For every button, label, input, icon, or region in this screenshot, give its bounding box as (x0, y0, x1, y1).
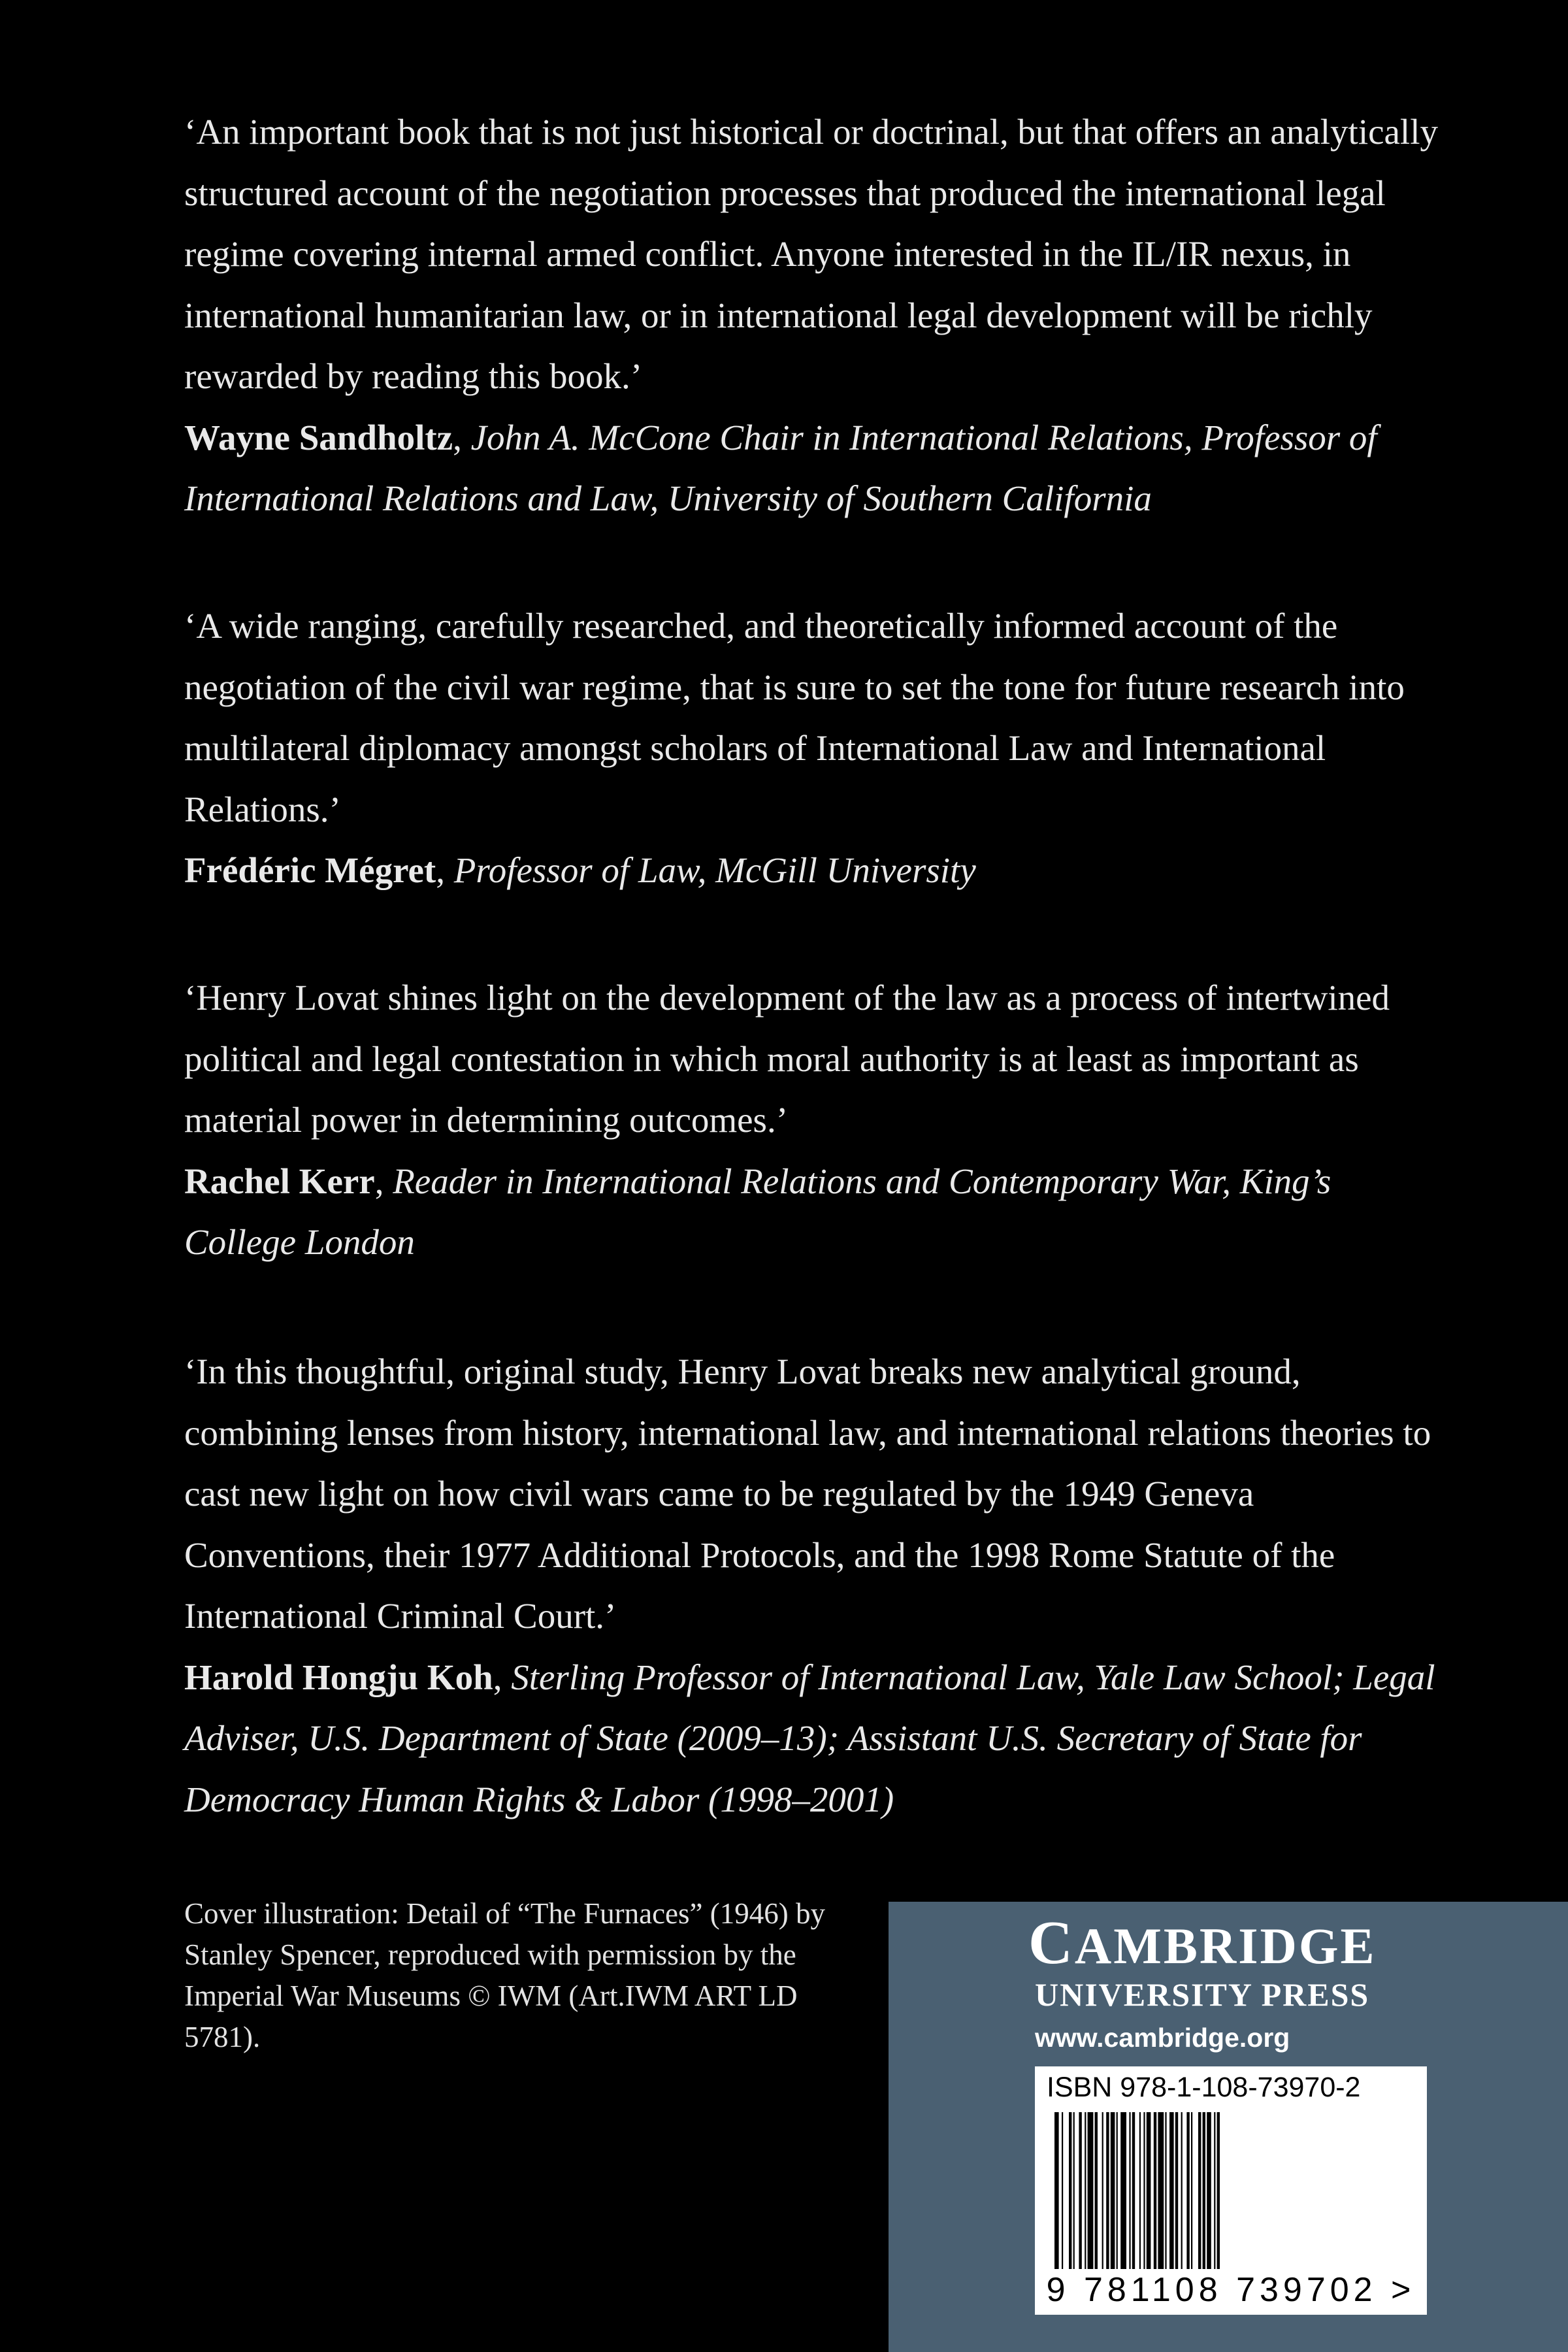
endorser-role: Professor of Law, McGill University (453, 850, 976, 890)
endorsement-attribution (184, 1647, 1439, 1830)
endorsement-quote: ‘In this thoughtful, original study, Henry Lovat breaks new analytical ground, combining lenses from history, international law, and international relations theories to cast new light on how civil wars came to be regulated by the 1949 Geneva Conventions, their 1977 Additional Protocols, and the 1998 Rome Statute of the International Criminal Court.’ (184, 1351, 1431, 1636)
endorser-role: Reader in International Relations and Contemporary War, King’s College London (184, 1161, 1331, 1262)
endorser-name: Rachel Kerr (184, 1161, 375, 1201)
cover-illustration-credit: Cover illustration: Detail of “The Furnaces” (1946) by Stanley Spencer, reproduced with permission by the Imperial War Museums © IWM (Art.IWM ART LD 5781). (184, 1897, 825, 2053)
endorsement-3 (184, 967, 1439, 1273)
endorsement-4 (184, 1341, 1439, 1830)
endorser-name: Frédéric Mégret (184, 850, 436, 890)
publisher-logo-name: CAMBRIDGE (1028, 1909, 1377, 1977)
endorser-name: Harold Hongju Koh (184, 1657, 493, 1697)
isbn-label: ISBN 978-1-108-73970-2 (1047, 2072, 1361, 2103)
endorsement-1 (184, 101, 1439, 529)
name-separator: , (453, 417, 471, 457)
isbn-barcode (1035, 2066, 1427, 2315)
endorsement-quote: ‘An important book that is not just historical or doctrinal, but that offers an analytically structured account of the negotiation processes that produced the international legal regime covering internal armed conflict. Anyone interested in the IL/IR nexus, in international humanitarian law, or in international legal development will be richly rewarded by reading this book.’ (184, 112, 1438, 396)
endorser-name: Wayne Sandholtz (184, 417, 453, 457)
endorsement-2 (184, 595, 1439, 901)
publisher-website: www.cambridge.org (1035, 2023, 1290, 2053)
publisher-logo-subtitle: UNIVERSITY PRESS (1035, 1976, 1370, 2013)
barcode-digits: 9 781108 739702 > (1046, 2271, 1416, 2309)
endorsement-attribution (184, 1151, 1439, 1273)
publisher-panel (889, 1902, 1568, 2352)
endorsement-attribution (184, 407, 1439, 529)
name-separator: , (374, 1161, 393, 1201)
endorser-role: Sterling Professor of International Law, Yale Law School; Legal Adviser, U.S. Department of State (2009–13); Assistant U.S. Secretary of State for Democracy Human Rights & Labor (1998–2001) (184, 1657, 1435, 1819)
name-separator: , (493, 1657, 512, 1697)
endorser-role: John A. McCone Chair in International Relations, Professor of International Relations and Law, University of Southern California (184, 417, 1377, 518)
endorsement-quote: ‘A wide ranging, carefully researched, and theoretically informed account of the negotiation of the civil war regime, that is sure to set the tone for future research into multilateral diplomacy amongst scholars of International Law and International Relations.’ (184, 606, 1405, 829)
name-separator: , (436, 850, 454, 890)
barcode-icon (1054, 2112, 1407, 2269)
endorsement-attribution (184, 840, 1439, 901)
endorsement-quote: ‘Henry Lovat shines light on the development of the law as a process of intertwined political and legal contestation in which moral authority is at least as important as material power in determining outcomes.’ (184, 978, 1390, 1140)
